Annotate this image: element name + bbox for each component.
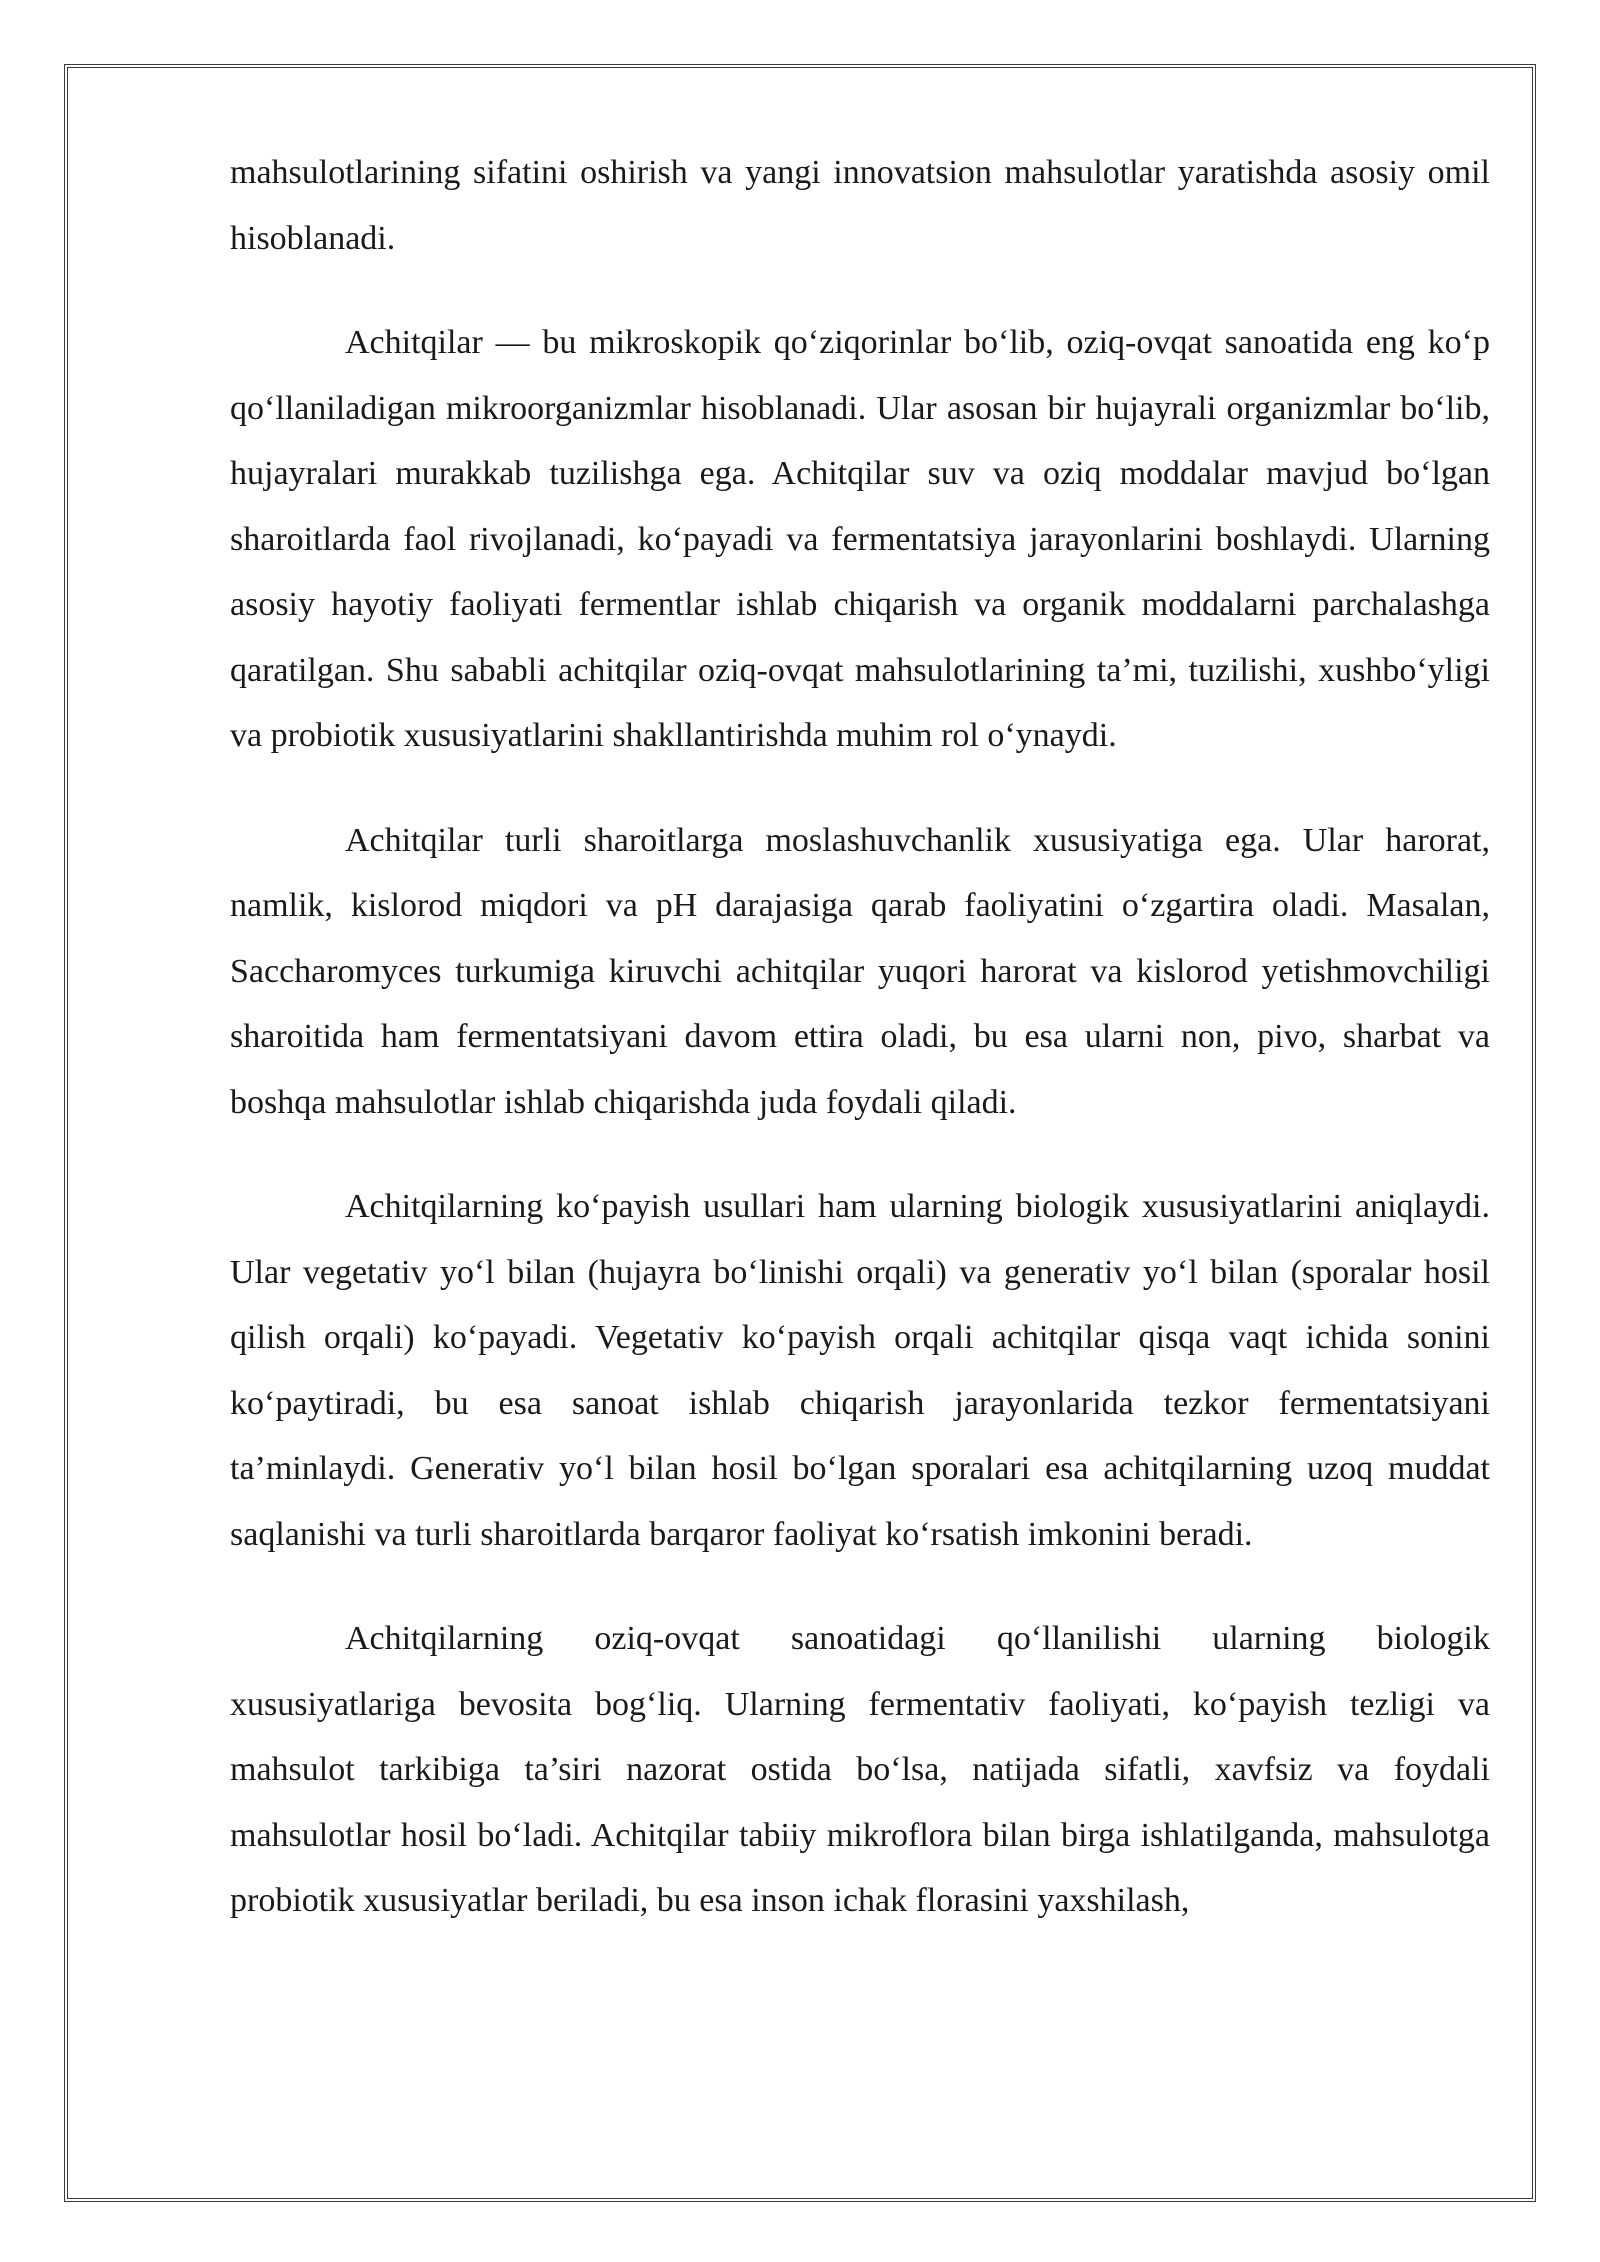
- paragraph-5: Achitqilarning oziq-ovqat sanoatidagi qo‘llanilishi ularning biologik xususiyatlariga bevosita bog‘liq. Ularning fermentativ faoliyati, ko‘payish tezligi va mahsulot tarkibiga ta’siri nazorat ostida bo‘lsa, natijada sifatli, xavfsiz va foydali mahsulotlar hosil bo‘ladi. Achitqilar tabiiy mikroflora bilan birga ishlatilganda, mahsulotga probiotik xususiyatlar beriladi, bu esa inson ichak florasini yaxshilash,: [230, 1620, 1490, 1919]
- paragraph-4: Achitqilarning ko‘payish usullari ham ularning biologik xususiyatlarini aniqlaydi. Ular vegetativ yo‘l bilan (hujayra bo‘linishi orqali) va generativ yo‘l bilan (sporalar hosil qilish orqali) ko‘payadi. Vegetativ ko‘payish orqali achitqilar qisqa vaqt ichida sonini ko‘paytiradi, bu esa sanoat ishlab chiqarish jarayonlarida tezkor fermentatsiyani ta’minlaydi. Generativ yo‘l bilan hosil bo‘lgan sporalari esa achitqilarning uzoq muddat saqlanishi va turli sharoitlarda barqaror faoliyat ko‘rsatish imkonini beradi.: [230, 1188, 1490, 1553]
- paragraph-1: mahsulotlarining sifatini oshirish va yangi innovatsion mahsulotlar yaratishda asosiy omil hisoblanadi.: [230, 154, 1490, 257]
- document-body: [230, 140, 1490, 1934]
- paragraph-2: Achitqilar — bu mikroskopik qo‘ziqorinlar bo‘lib, oziq-ovqat sanoatida eng ko‘p qo‘llaniladigan mikroorganizmlar hisoblanadi. Ular asosan bir hujayrali organizmlar bo‘lib, hujayralari murakkab tuzilishga ega. Achitqilar suv va oziq moddalar mavjud bo‘lgan sharoitlarda faol rivojlanadi, ko‘payadi va fermentatsiya jarayonlarini boshlaydi. Ularning asosiy hayotiy faoliyati fermentlar ishlab chiqarish va organik moddalarni parchalashga qaratilgan. Shu sababli achitqilar oziq-ovqat mahsulotlarining ta’mi, tuzilishi, xushbo‘yligi va probiotik xususiyatlarini shakllantirishda muhim rol o‘ynaydi.: [230, 324, 1490, 754]
- paragraph-3: Achitqilar turli sharoitlarga moslashuvchanlik xususiyatiga ega. Ular harorat, namlik, kislorod miqdori va pH darajasiga qarab faoliyatini o‘zgartira oladi. Masalan, Saccharomyces turkumiga kiruvchi achitqilar yuqori harorat va kislorod yetishmovchiligi sharoitida ham fermentatsiyani davom ettira oladi, bu esa ularni non, pivo, sharbat va boshqa mahsulotlar ishlab chiqarishda juda foydali qiladi.: [230, 821, 1490, 1121]
